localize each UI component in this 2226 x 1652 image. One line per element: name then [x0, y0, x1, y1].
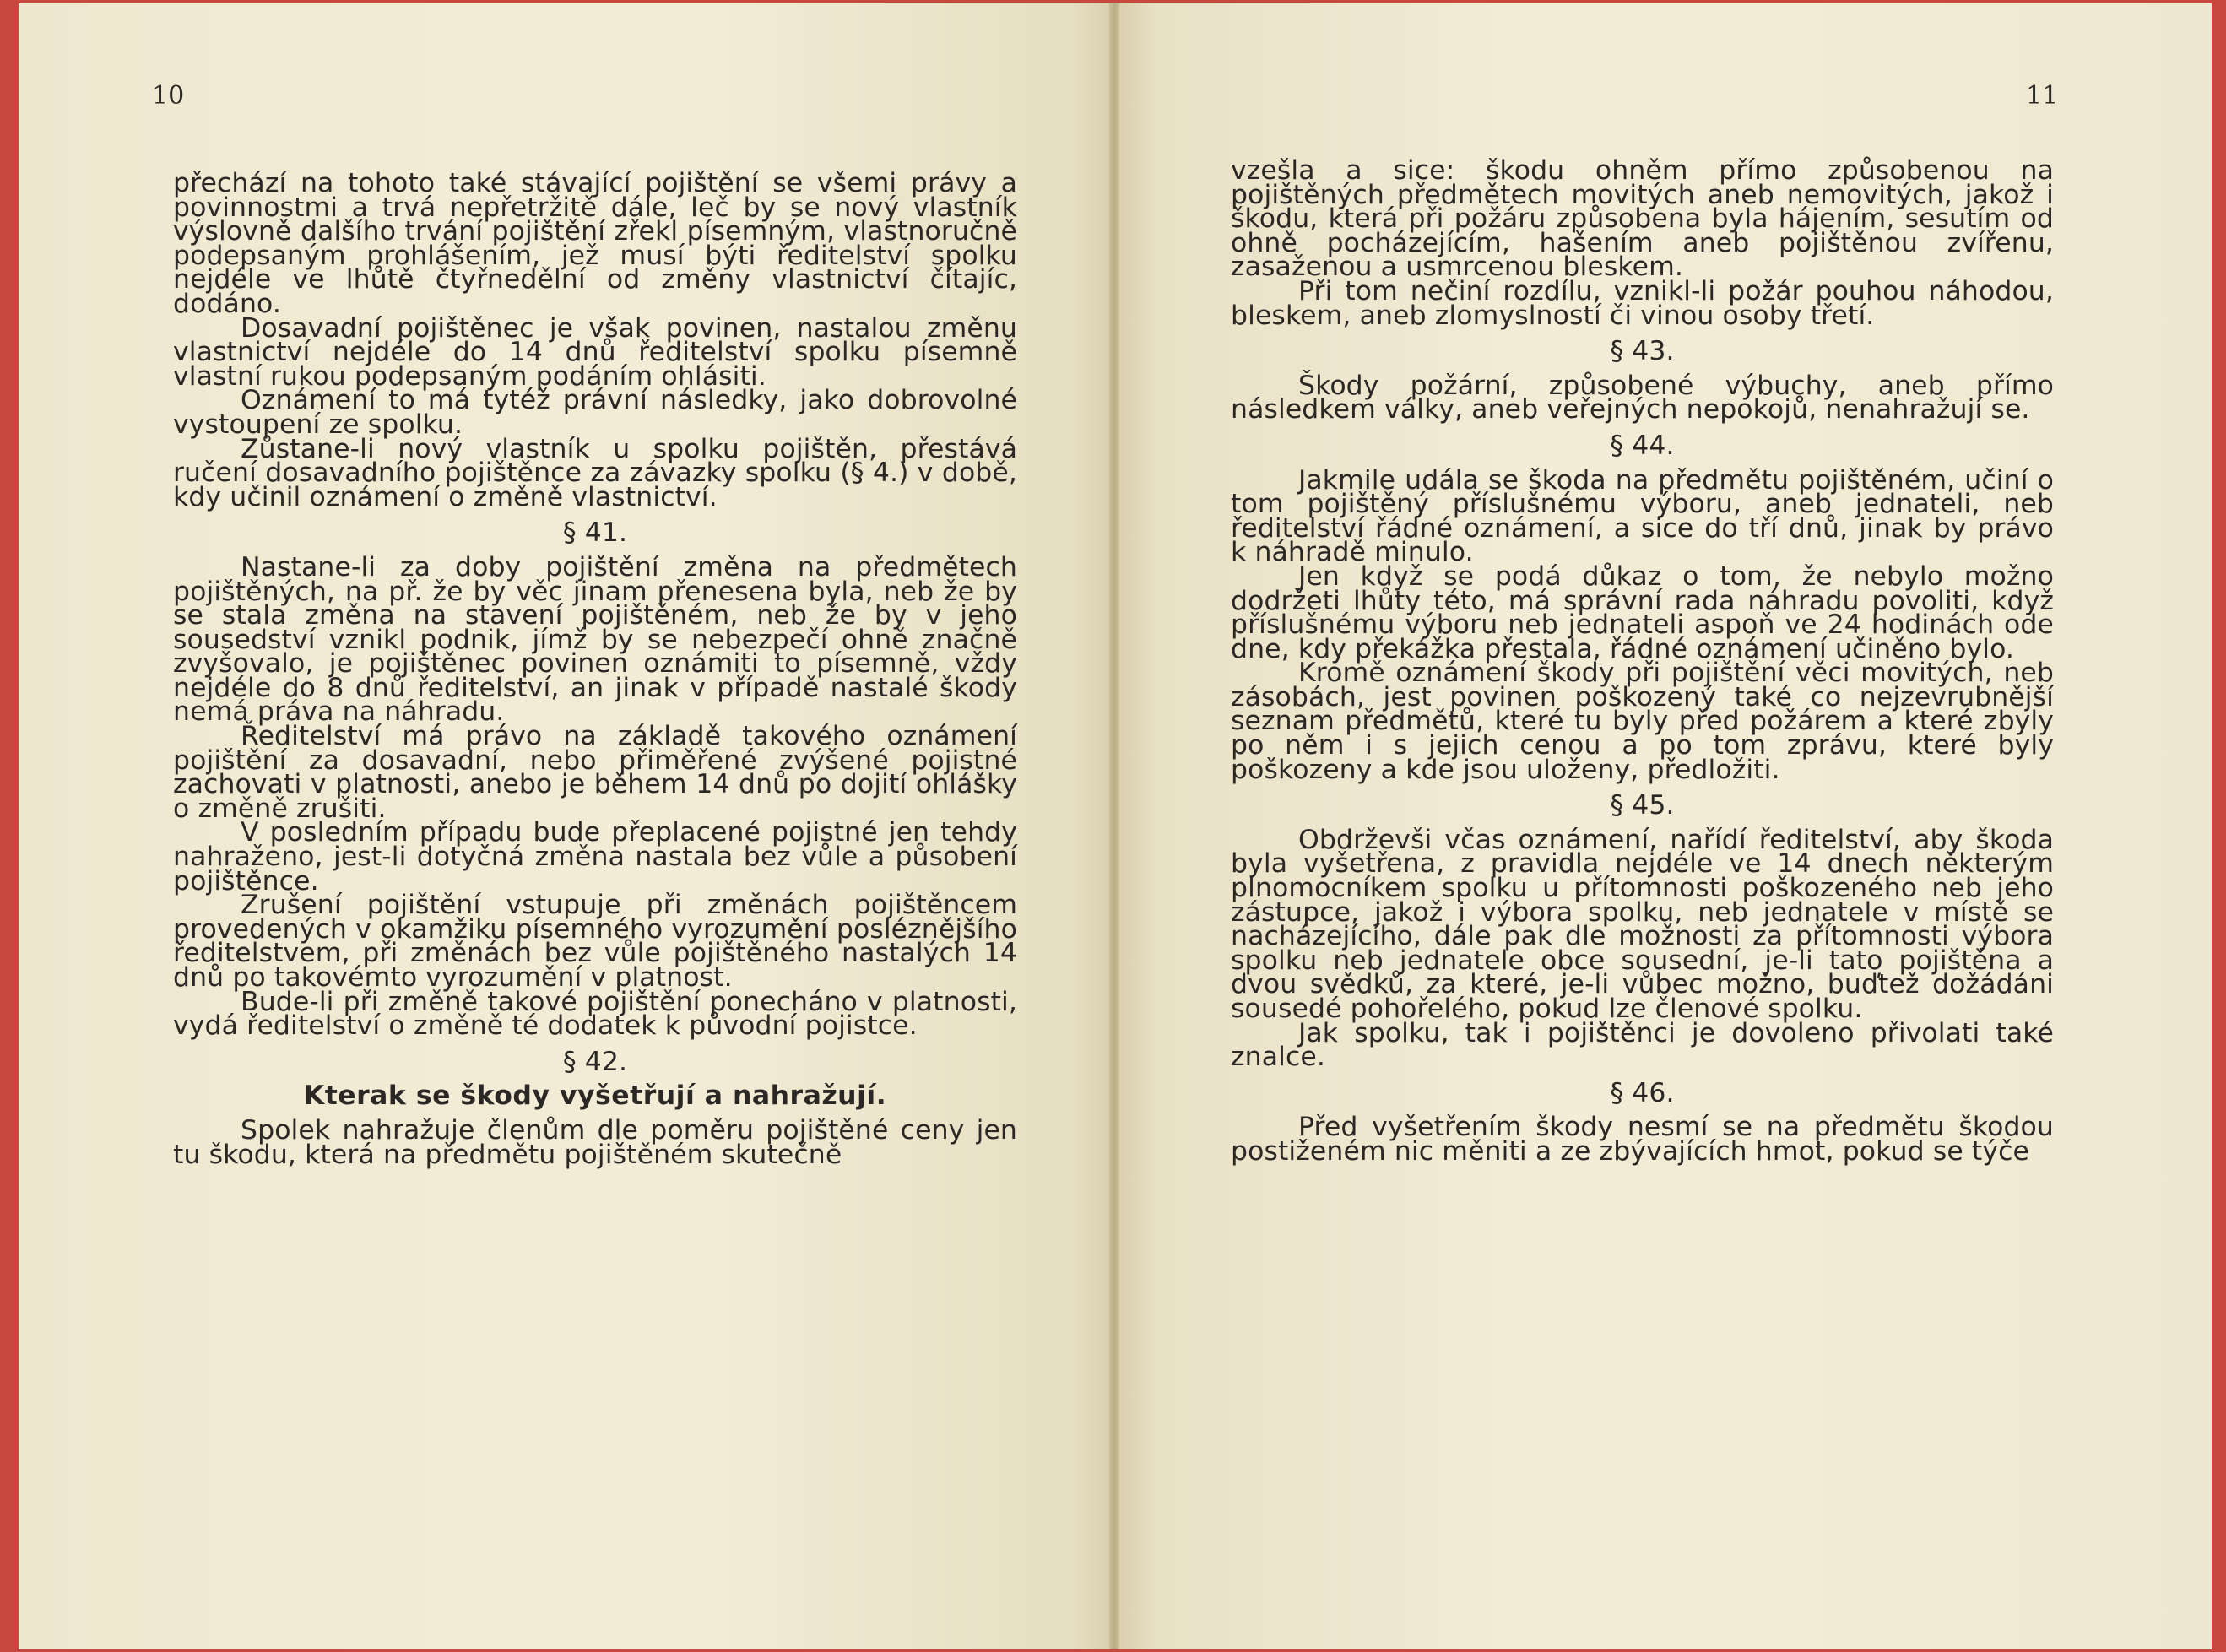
left-page-number: 10: [152, 81, 185, 111]
paragraph: Nastane-li za doby pojištění změna na předmětech pojištěných, na př. že by věc jinam přenesena byla, neb že by se stala změna na stavení pojištěném, neb že by v jeho sousedství vznikl podnik, jímž by se nebezpečí ohně značně zvyšovalo, je pojištěnec povinen oznámiti to písemně, vždy nejdéle do 8 dnů ředitelství, an jinak v případě nastalé škody nemá práva na náhradu.: [173, 551, 1017, 728]
section-title-42: Kterak se škody vyšetřují a nahražují.: [303, 1081, 887, 1112]
section-heading-43: § 43.: [1610, 336, 1675, 367]
paragraph: přechází na tohoto také stávající pojištění se všemi právy a povinnostmi a trvá nepřetržitě dále, leč by se nový vlastník výslovně dalšího trvání pojištění zřekl písemným, vlastnoručně podepsaným prohlášením, jež musí býti ředitelství spolku nejdéle ve lhůtě čtyřnedělní od změny vlastnictví čítajíc, dodáno.: [173, 168, 1017, 319]
paragraph: Při tom nečiní rozdílu, vznikl-li požár pouhou náhodou, bleskem, aneb zlomyslností či vinou osoby třetí.: [1231, 275, 2054, 331]
paragraph: Spolek nahražuje členům dle poměru pojištěné ceny jen tu škodu, která na předmětu pojištěném skutečně: [173, 1114, 1017, 1170]
paragraph: V posledním případu bude přeplacené pojistné jen tehdy nahraženo, jest-li dotyčná změna nastala bez vůle a působení pojištěnce.: [173, 817, 1017, 896]
paragraph: Jen když se podá důkaz o tom, že nebylo možno dodržeti lhůty této, má správní rada náhradu povoliti, když příslušnému výboru neb jednateli aspoň ve 24 hodinách ode dne, kdy překážka přestala, řádné oznámení učiněno bylo.: [1231, 561, 2054, 664]
paragraph: Zůstane-li nový vlastník u spolku pojištěn, přestává ručení dosavadního pojištěnce za závazky spolku (§ 4.) v době, kdy učinil oznámení o změně vlastnictví.: [173, 433, 1017, 512]
paragraph: Škody požární, způsobené výbuchy, aneb přímo následkem války, aneb veřejných nepokojů, nenahražují se.: [1231, 370, 2054, 425]
paragraph: Kromě oznámení škody při pojištění věci movitých, neb zásobách, jest povinen poškozený také co nejzevrubnější seznam předmětů, které tu byly před požárem a které zbyly po něm i s jejich cenou a po tom zprávu, které byly poškozeny a kde jsou uloženy, předložiti.: [1231, 658, 2054, 785]
book-gutter: [1109, 3, 1119, 1649]
paragraph: Jakmile udála se škoda na předmětu pojištěném, učiní o tom pojištěný příslušnému výboru, aneb jednateli, neb ředitelství řádné oznámení, a sice do tří dnů, jinak by právo k náhradě minulo.: [1231, 464, 2054, 568]
section-heading-42: § 42.: [562, 1046, 628, 1077]
section-heading-44: § 44.: [1610, 430, 1675, 461]
section-heading-45: § 45.: [1610, 790, 1675, 821]
paragraph: Ředitelství má právo na základě takového oznámení pojištění za dosavadní, nebo přiměřené zvýšené pojistné zachovati v platnosti, anebo je během 14 dnů po dojití ohlášky o změně zrušiti.: [173, 721, 1017, 824]
paragraph: Jak spolku, tak i pojištěnci je dovoleno přivolati také znalce.: [1231, 1017, 2054, 1073]
paragraph: Bude-li při změně takové pojištění ponecháno v platnosti, vydá ředitelství o změně té dodatek k původní pojistce.: [173, 986, 1017, 1042]
paragraph: Před vyšetřením škody nesmí se na předmětu škodou postiženém nic měniti a ze zbývajících hmot, pokud se týče: [1231, 1112, 2054, 1167]
section-heading-46: § 46.: [1610, 1077, 1675, 1108]
paragraph: Dosavadní pojištěnec je však povinen, nastalou změnu vlastnictví nejdéle do 14 dnů ředitelství spolku písemně vlastní rukou podepsaným podáním ohlásiti.: [173, 312, 1017, 392]
section-heading-41: § 41.: [562, 517, 628, 549]
left-page-text: [173, 168, 1017, 1170]
paragraph: Zrušení pojištění vstupuje při změnách pojištěncem provedených v okamžiku písemného vyrozumění posléznějšího ředitelstvem, při změnách bez vůle pojištěného nastalých 14 dnů po takovémto vyrozumění v platnost.: [173, 890, 1017, 993]
paragraph: Obdrževši včas oznámení, nařídí ředitelství, aby škoda byla vyšetřena, z pravidla nejdéle ve 14 dnech některým plnomocníkem spolku u přítomnosti poškozeného neb jeho zástupce, jakož i výbora spolku, neb jednatele v místě se nacházejícího, dále pak dle možnosti za přítomnosti výbora spolku neb jednatele obce sousední, je-li tato pojištěna a dvou svědků, za které, je-li vůbec možno, buďtež dožádáni sousedé pohořelého, pokud lze členové spolku.: [1231, 824, 2054, 1024]
right-page-text: [1231, 155, 2054, 1167]
right-page-number: 11: [2026, 81, 2059, 111]
paragraph: Oznámení to má tytéž právní následky, jako dobrovolné vystoupení ze spolku.: [173, 385, 1017, 440]
paragraph: vzešla a sice: škodu ohněm přímo způsobenou na pojištěných předmětech movitých aneb nemovitých, jakož i škodu, která při požáru způsobena byla hájením, sesutím od ohně pocházejícím, hašením aneb pojištěnou zvířenu, zasaženou a usmrcenou bleskem.: [1231, 155, 2054, 283]
